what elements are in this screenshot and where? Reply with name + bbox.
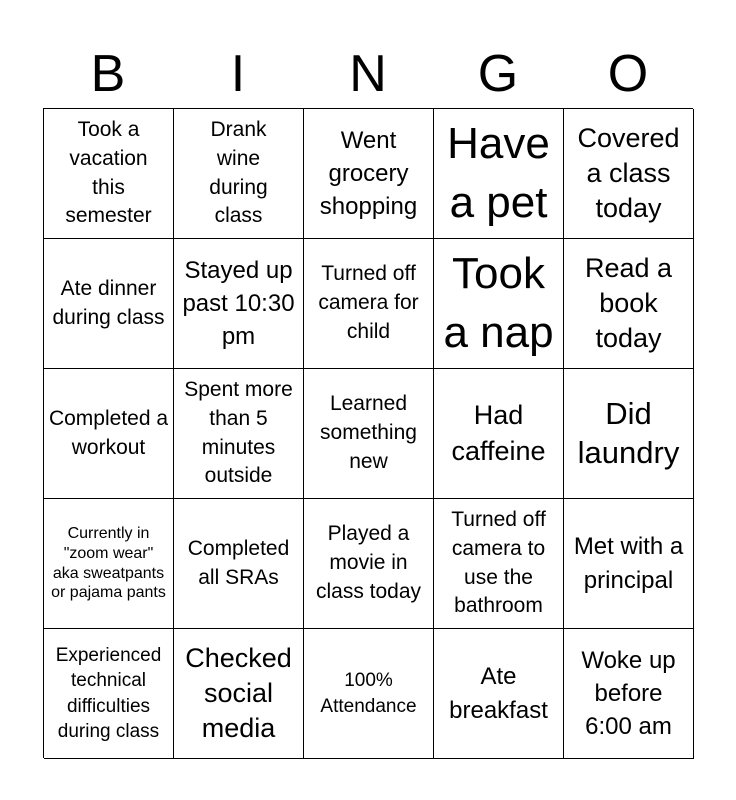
bingo-cell[interactable]: [304, 239, 434, 369]
header-letter-i: I: [230, 45, 246, 103]
cell-text: Woke up before 6:00 am: [581, 646, 676, 741]
bingo-cell[interactable]: [564, 629, 694, 759]
cell-text: Read a book today: [584, 252, 673, 354]
bingo-cell[interactable]: [564, 369, 694, 499]
bingo-cell[interactable]: [434, 629, 564, 759]
bingo-cell[interactable]: [174, 499, 304, 629]
cell-text: Drank wine during class: [209, 117, 268, 228]
cell-text: Covered a class today: [577, 122, 680, 224]
cell-text: Met with a principal: [573, 533, 684, 594]
cell-text: Checked social media: [185, 642, 292, 744]
bingo-cell[interactable]: [44, 369, 174, 499]
bingo-cell[interactable]: [44, 109, 174, 239]
cell-text: Completed a workout: [48, 406, 169, 459]
header-letter-g: G: [477, 45, 519, 103]
cell-text: 100% Attendance: [320, 670, 417, 717]
cell-text: Ate breakfast: [449, 663, 548, 724]
bingo-cell[interactable]: [174, 629, 304, 759]
bingo-cell[interactable]: [434, 369, 564, 499]
header-letter-n: N: [349, 45, 387, 103]
cell-text: Learned something new: [320, 392, 417, 473]
cell-text: Did laundry: [577, 395, 680, 470]
bingo-cell[interactable]: [304, 369, 434, 499]
bingo-header: [43, 40, 693, 108]
header-letter-b: B: [90, 45, 126, 103]
bingo-cell[interactable]: [174, 109, 304, 239]
cell-text: Had caffeine: [451, 400, 546, 466]
bingo-cell[interactable]: [44, 629, 174, 759]
bingo-cell[interactable]: [44, 239, 174, 369]
cell-text: Took a nap: [443, 249, 554, 357]
bingo-cell[interactable]: [174, 369, 304, 499]
bingo-cell[interactable]: [564, 239, 694, 369]
cell-text: Experienced technical difficulties during class: [55, 645, 162, 742]
cell-text: Played a movie in class today: [315, 522, 422, 603]
cell-text: Turned off camera for child: [318, 262, 419, 343]
cell-text: Turned off camera to use the bathroom: [451, 507, 546, 618]
bingo-cell[interactable]: [304, 629, 434, 759]
cell-text: Completed all SRAs: [187, 536, 290, 589]
bingo-cell[interactable]: [434, 239, 564, 369]
cell-text: Have a pet: [447, 119, 550, 227]
cell-text: Stayed up past 10:30 pm: [182, 256, 295, 351]
bingo-cell[interactable]: [174, 239, 304, 369]
bingo-cell[interactable]: [434, 109, 564, 239]
bingo-grid: [43, 108, 693, 758]
bingo-cell[interactable]: [44, 499, 174, 629]
bingo-cell[interactable]: [304, 109, 434, 239]
cell-text: Ate dinner during class: [52, 276, 165, 329]
cell-text: Went grocery shopping: [319, 126, 418, 221]
cell-text: Took a vacation this semester: [65, 117, 152, 228]
cell-text: Currently in "zoom wear" aka sweatpants or pajama pants: [51, 525, 166, 602]
header-letter-o: O: [607, 45, 649, 103]
cell-text: Spent more than 5 minutes outside: [184, 377, 293, 488]
bingo-cell[interactable]: [304, 499, 434, 629]
bingo-cell[interactable]: [434, 499, 564, 629]
bingo-cell[interactable]: [564, 499, 694, 629]
bingo-cell[interactable]: [564, 109, 694, 239]
